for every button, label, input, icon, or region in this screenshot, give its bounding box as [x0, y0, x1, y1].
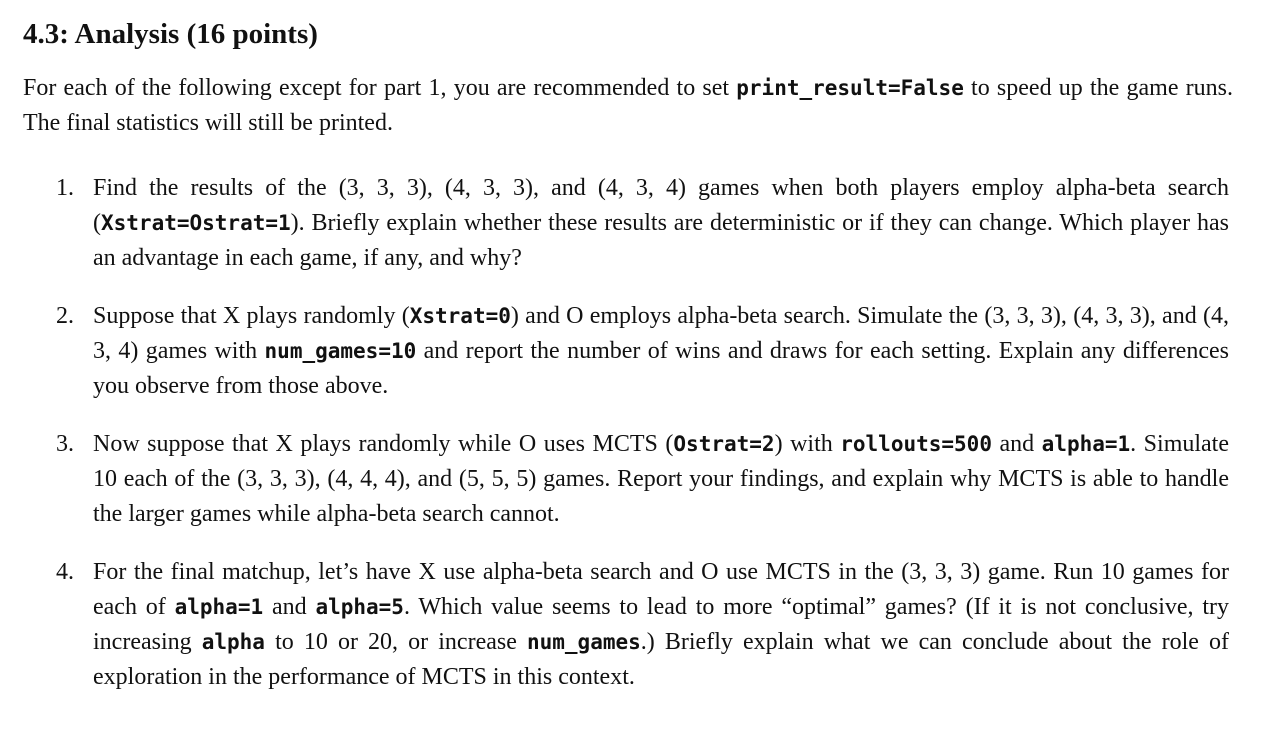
code-print-result: print_result=False [736, 76, 964, 100]
code-alpha-5: alpha=5 [315, 595, 404, 619]
item-text: . Simulate 10 each of the (3, 3, 3), (4, 4, 4), and (5, 5, 5) games. Report your findings, and explain why MCTS is able to handle the larger games while alpha-beta search cannot. [93, 431, 1230, 527]
code-alpha: alpha [201, 630, 265, 654]
item-text: ) and O employs alpha-beta search. Simulate the (3, 3, 3), (4, 3, 3), and (4, 3, 4) games with [93, 303, 1229, 364]
code-ostrat: Ostrat=2 [673, 432, 775, 456]
item-text: ). Briefly explain whether these results are deterministic or if they can change. Which player has an advantage in each game, if any, and why? [93, 210, 1229, 271]
item-text: and report the number of wins and draws for each setting. Explain any differences you observe from those above. [93, 338, 1229, 399]
question-item-3 [0, 427, 1229, 532]
question-item-2 [0, 299, 1229, 404]
question-list [0, 171, 1282, 718]
item-number: 1. [56, 175, 74, 201]
item-number: 2. [56, 303, 74, 329]
intro-text: to speed up the game runs. The final statistics will still be printed. [23, 75, 1233, 136]
item-number: 3. [56, 431, 74, 457]
section-heading: 4.3: Analysis (16 points) [23, 18, 318, 50]
intro-paragraph [23, 71, 1233, 141]
question-item-1 [0, 171, 1229, 276]
code-xstrat-ostrat: Xstrat=Ostrat=1 [101, 211, 291, 235]
item-text: Find the results of the (3, 3, 3), (4, 3, 3), and (4, 3, 4) games when both players employ alpha-beta search ( [93, 175, 1229, 236]
item-text: Now suppose that X plays randomly while O uses MCTS ( [93, 431, 674, 457]
code-alpha: alpha=1 [1041, 432, 1131, 456]
item-text: and [991, 431, 1042, 457]
item-text: . Which value seems to lead to more “optimal” games? (If it is not conclusive, try increasing [93, 594, 1229, 655]
item-text: Suppose that X plays randomly ( [93, 303, 410, 329]
intro-text: For each of the following except for part 1, you are recommended to set [23, 75, 737, 101]
item-text: ) with [774, 431, 841, 457]
code-num-games: num_games [526, 630, 641, 654]
item-text: and [263, 594, 316, 620]
question-item-4 [0, 555, 1229, 695]
item-number: 4. [56, 559, 74, 585]
code-rollouts: rollouts=500 [840, 432, 992, 456]
code-num-games: num_games=10 [264, 339, 417, 363]
item-text: For the final matchup, let’s have X use alpha-beta search and O use MCTS in the (3, 3, 3) game. Run 10 games for each of [93, 559, 1229, 620]
item-text: to 10 or 20, or increase [264, 629, 527, 655]
code-alpha-1: alpha=1 [174, 595, 264, 619]
item-text: .) Briefly explain what we can conclude about the role of exploration in the performance of MCTS in this context. [93, 629, 1229, 690]
code-xstrat: Xstrat=0 [409, 304, 511, 328]
